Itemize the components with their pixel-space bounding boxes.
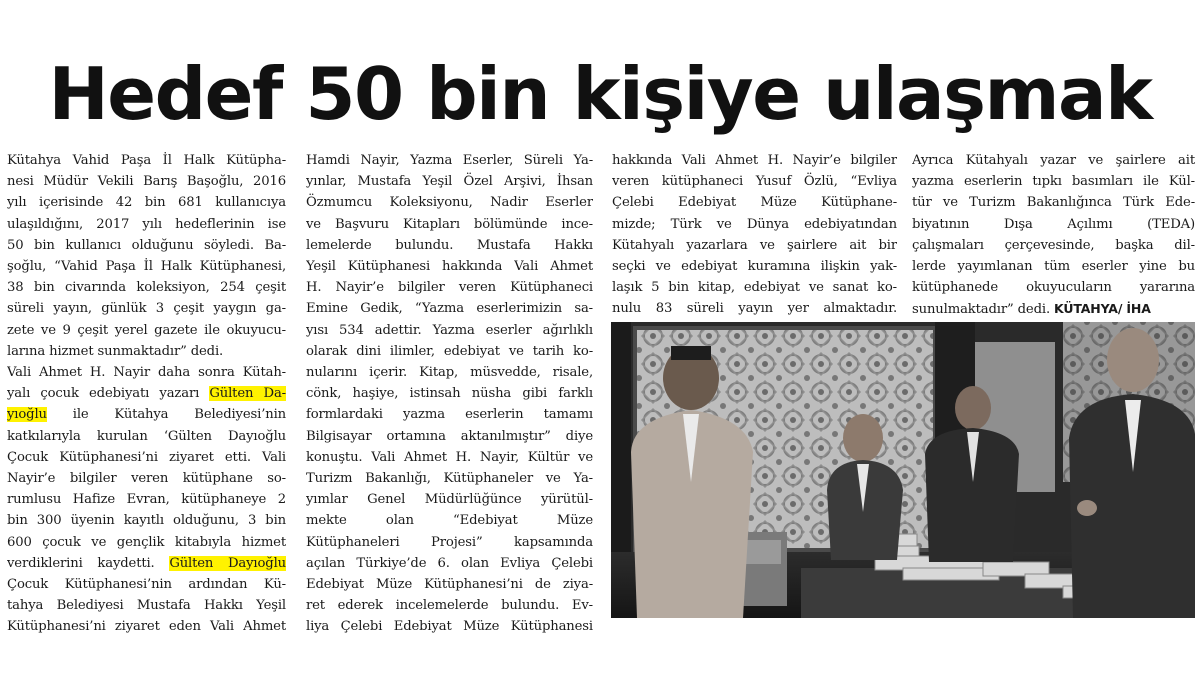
text-line: formlardaki yazma eserlerin tamamı [306, 407, 593, 423]
text-line: veren kütüphaneci Yusuf Özlü, “Evliya [612, 174, 897, 190]
text-line [912, 298, 1195, 320]
text-line: yazma eserlerin tıpkı basımları ile Kül- [912, 174, 1195, 190]
text-line: Özmumcu Koleksiyonu, Nadir Eserler [306, 195, 593, 211]
highlighted-name: yıoğlu [7, 407, 47, 423]
text-line: açılan Türkiye’de 6. olan Evliya Çelebi [306, 555, 593, 571]
text-line: Hamdi Nayir, Yazma Eserler, Süreli Ya- [306, 153, 593, 168]
text-line: mizde; Türk ve Dünya edebiyatından [612, 216, 897, 232]
text-line: 38 bin civarında koleksiyon, 254 çeşit [7, 280, 286, 296]
news-photo [611, 322, 1195, 618]
text-line [7, 383, 286, 404]
text-line: lemelerde bulundu. Mustafa Hakkı [306, 237, 593, 253]
text-line: Çelebi Edebiyat Müze Kütüphane- [612, 195, 897, 211]
text-line [7, 404, 286, 425]
text-line: Çocuk Kütüphanesi’ni ziyaret etti. Vali [7, 449, 286, 465]
text-fragment: sunulmaktadır” dedi. [912, 302, 1055, 318]
text-line: hakkında Vali Ahmet H. Nayir’e bilgiler [612, 153, 897, 168]
text-line: süreli yayın, günlük 3 çeşit yaygın ga- [7, 301, 286, 317]
text-line: Yeşil Kütüphanesi hakkında Vali Ahmet [306, 259, 593, 275]
text-line: Kütahyalı yazarlara ve şairlere ait bir [612, 237, 897, 253]
text-line: ve Başvuru Kitapları bölümünde ince- [306, 216, 593, 232]
text-line: Kütüphanesi’ni ziyaret eden Vali Ahmet [7, 619, 286, 635]
headline: Hedef 50 bin kişiye ulaşmak [48, 52, 1152, 136]
text-line: Bilgisayar ortamına aktanılmıştır” diye [306, 428, 593, 444]
text-line: Kütahya Vahid Paşa İl Halk Kütüpha- [7, 153, 286, 168]
text-line: zete ve 9 çeşit yerel gazete ile okuyucu- [7, 322, 286, 338]
text-line: nesi Müdür Vekili Barış Başoğlu, 2016 [7, 174, 286, 190]
text-line: yınlar, Mustafa Yeşil Özel Arşivi, İhsan [306, 174, 593, 190]
text-line: katkılarıyla kurulan ‘Gülten Dayıoğlu [7, 428, 286, 444]
text-line: yımlar Genel Müdürlüğünce yürütül- [306, 492, 593, 508]
text-line: 50 bin kullanıcı olduğunu söyledi. Ba- [7, 237, 286, 253]
article-column-1 [7, 150, 286, 638]
text-fragment: verdiklerini kaydetti. [7, 555, 170, 571]
text-line: mekte olan “Edebiyat Müze [306, 513, 593, 529]
text-line [7, 553, 286, 574]
article-column-3 [612, 150, 897, 320]
text-line: bin 300 üyenin kayıtlı olduğunu, 3 bin [7, 513, 286, 529]
text-fragment: yalı çocuk edebiyatı yazarı [7, 386, 210, 402]
article-column-2 [306, 150, 593, 638]
text-line: nularını içerir. Kitap, müsvedde, risale, [306, 365, 593, 381]
text-line: nulu 83 süreli yayın yer almaktadır. [612, 301, 897, 317]
text-line: yılı içerisinde 42 bin 681 kullanıcıya [7, 195, 286, 211]
text-line: yısı 534 adettir. Yazma eserler ağırlıklı [306, 322, 593, 338]
text-line: tür ve Turizm Bakanlığınca Türk Ede- [912, 195, 1195, 211]
text-line: ret ederek incelemelerde bulundu. Ev- [306, 598, 593, 614]
text-line: cönk, haşiye, istinsah nüsha gibi farklı [306, 386, 593, 402]
text-line: konuştu. Vali Ahmet H. Nayir, Kültür ve [306, 449, 593, 465]
highlighted-name: Gülten Da- [209, 386, 286, 402]
text-line: rumlusu Hafize Evran, kütüphaneye 2 [7, 492, 286, 508]
news-agency-credit: KÜTAHYA/ İHA [1054, 301, 1151, 317]
text-line: çalışmaları çerçevesinde, başka dil- [912, 237, 1195, 253]
news-photo-illustration [611, 322, 1195, 618]
text-line: Çocuk Kütüphanesi’nin ardından Kü- [7, 577, 286, 593]
text-line: biyatının Dışa Açılımı (TEDA) [912, 216, 1195, 232]
text-line: olarak dini ilimler, edebiyat ve tarih ko- [306, 343, 593, 359]
text-line: Ayrıca Kütahyalı yazar ve şairlere ait [912, 153, 1195, 168]
text-line: liya Çelebi Edebiyat Müze Kütüphanesi [306, 619, 593, 635]
text-fragment: ile Kütahya Belediyesi’nin [46, 407, 286, 423]
text-line: Vali Ahmet H. Nayir daha sonra Kütah- [7, 365, 286, 381]
text-line: Kütüphaneleri Projesi” kapsamında [306, 534, 593, 550]
text-line: Edebiyat Müze Kütüphanesi’ni de ziya- [306, 577, 593, 593]
text-line: seçki ve edebiyat kuramına ilişkin yak- [612, 259, 897, 275]
text-line: şoğlu, “Vahid Paşa İl Halk Kütüphanesi, [7, 259, 286, 275]
text-line: tahya Belediyesi Mustafa Hakkı Yeşil [7, 598, 286, 614]
highlighted-name: Gülten Dayıoğlu [169, 555, 286, 571]
article-column-4 [912, 150, 1195, 321]
text-line: H. Nayir’e bilgiler veren Kütüphaneci [306, 280, 593, 296]
text-line: Emine Gedik, “Yazma eserlerimizin sa- [306, 301, 593, 317]
text-line: lerde yayımlanan tüm eserler yine bu [912, 259, 1195, 275]
text-line: ulaşıldığını, 2017 yılı hedeflerinin ise [7, 216, 286, 232]
text-line: 600 çocuk ve gençlik kitabıyla hizmet [7, 534, 286, 550]
text-line: Nayir’e bilgiler veren kütüphane so- [7, 471, 286, 487]
text-line: laşık 5 bin kitap, edebiyat ve sanat ko- [612, 280, 897, 296]
text-line: kütüphanede okuyucuların yararına [912, 280, 1195, 296]
text-line: larına hizmet sunmaktadır” dedi. [7, 343, 224, 359]
text-line: Turizm Bakanlığı, Kütüphaneler ve Ya- [306, 471, 593, 487]
